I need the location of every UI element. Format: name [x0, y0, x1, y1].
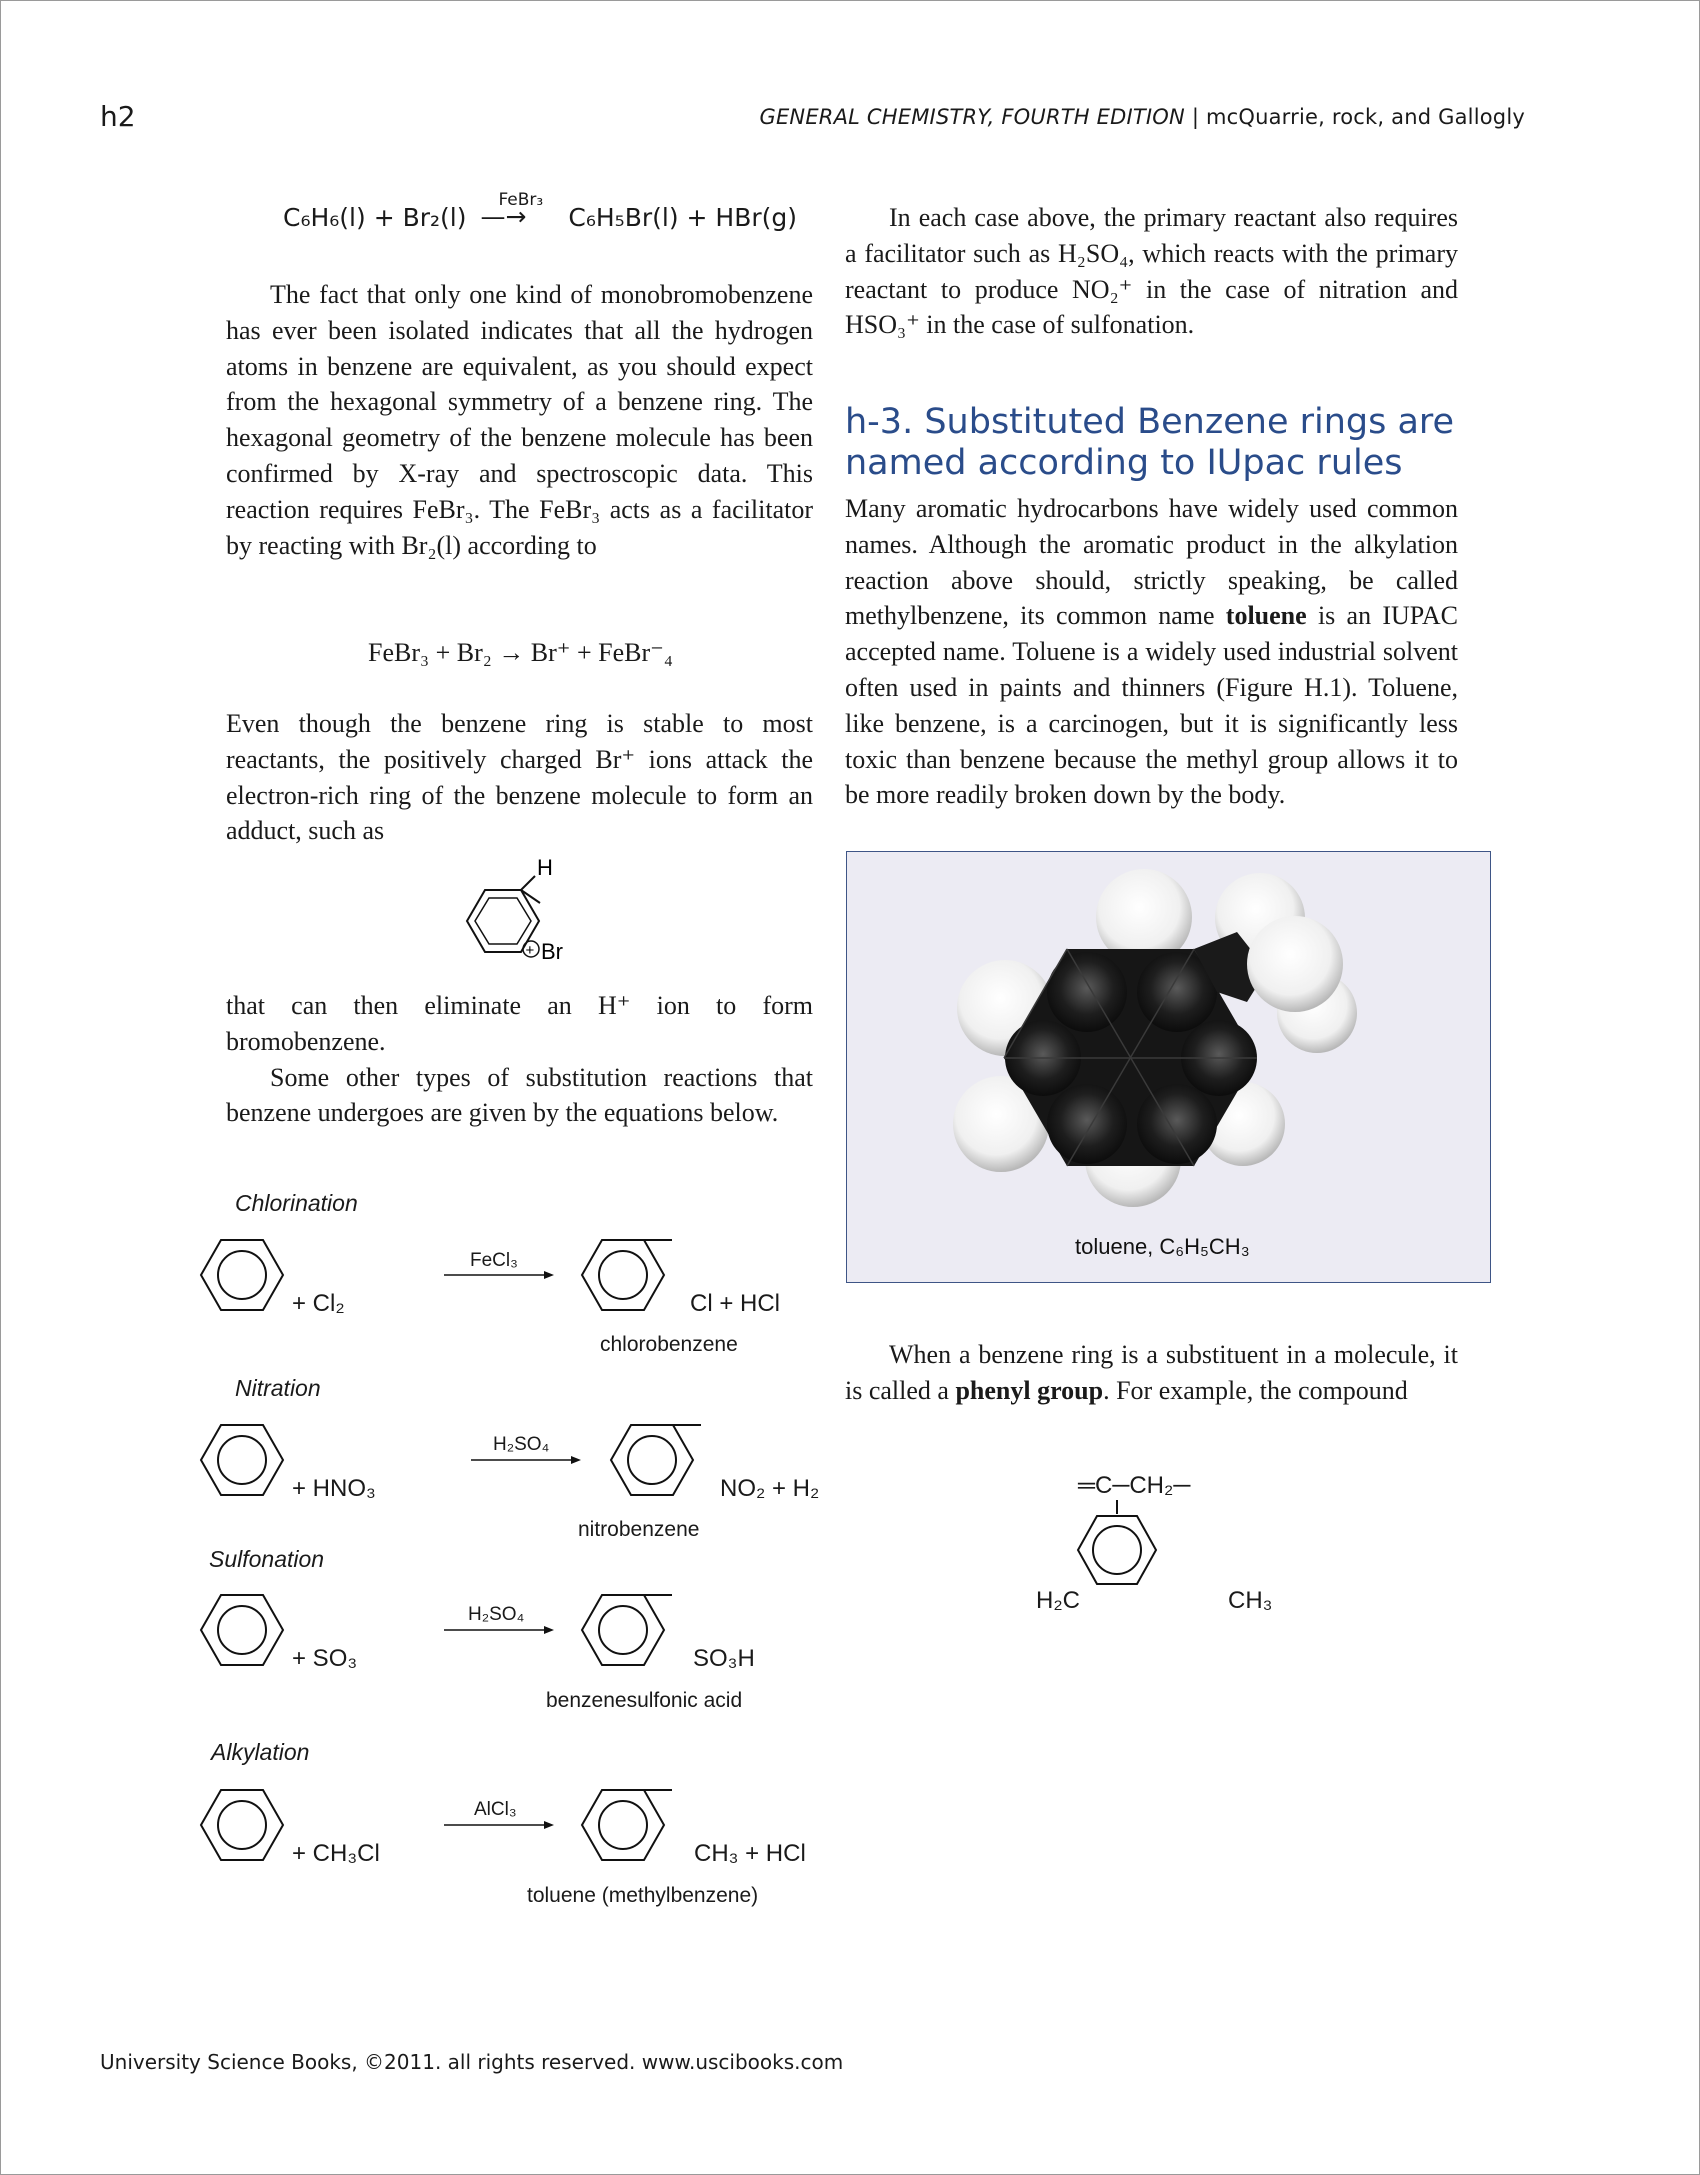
catalyst-label: FeCl₃ — [470, 1250, 518, 1271]
product-name: toluene (methylbenzene) — [527, 1884, 759, 1907]
figure-caption: toluene, C₆H₅CH₃ — [1075, 1234, 1250, 1259]
compound-left-label: H₂C — [1036, 1587, 1080, 1614]
product-group: Cl + HCl — [690, 1290, 781, 1317]
reaction-label-sulfonation: Sulfonation — [209, 1546, 325, 1572]
reagent: + SO₃ — [292, 1645, 358, 1672]
carbon-atom — [1137, 1084, 1217, 1164]
paragraph-text: Some other types of substitution reactions that benzene undergoes are given by the equations below. — [226, 1062, 813, 1128]
product-name: benzenesulfonic acid — [546, 1689, 743, 1712]
reaction-label-nitration: Nitration — [235, 1375, 321, 1401]
adduct-structure — [455, 855, 575, 970]
paragraph-facilitator — [845, 200, 1458, 343]
authors: mcQuarrie, rock, and Gallogly — [1205, 105, 1525, 129]
methyl-hydrogen — [1247, 916, 1343, 1012]
positive-charge: + — [525, 942, 535, 959]
benzene-product — [576, 1583, 696, 1673]
paragraph-toluene — [845, 491, 1458, 813]
febr3-equation: FeBr₃ + Br₂ → Br⁺ + FeBr⁻₄ — [368, 638, 673, 667]
compound-top-group: ═C─CH₂─ — [1078, 1472, 1191, 1499]
reaction-arrow — [444, 1623, 556, 1637]
paragraph-eliminate — [226, 988, 813, 1131]
reaction-label-alkylation: Alkylation — [211, 1739, 310, 1765]
toluene-space-filling-model — [847, 852, 1490, 1282]
term-phenyl-group: phenyl group — [955, 1375, 1104, 1405]
product-name: chlorobenzene — [600, 1333, 738, 1356]
reagent: + HNO₃ — [292, 1475, 376, 1502]
adduct-h-bond — [521, 876, 535, 890]
benzene-reactant — [195, 1413, 295, 1503]
phenyl-ring — [1070, 1500, 1180, 1610]
paragraph-phenyl — [845, 1337, 1458, 1409]
product-name: nitrobenzene — [578, 1518, 700, 1541]
benzene-reactant — [195, 1228, 295, 1318]
book-title: GENERAL CHEMISTRY, FOURTH EDITION — [759, 105, 1185, 129]
equation-catalyst: FeBr₃ — [498, 190, 544, 210]
toluene-figure — [846, 851, 1491, 1283]
paragraph-text: . For example, the compound — [1103, 1375, 1408, 1405]
header-separator: | — [1184, 105, 1206, 129]
catalyst-label: AlCl₃ — [474, 1799, 517, 1820]
footer-copyright: University Science Books, ©2011. all rights reserved. www.uscibooks.com — [100, 2050, 844, 2074]
catalyst-label: H₂SO₄ — [493, 1434, 550, 1455]
equation-reactants: C₆H₆(l) + Br₂(l) — [283, 203, 467, 232]
paragraph-text: Many aromatic hydrocarbons have widely used common names. Although the aromatic product in the alkylation reaction above should, strictly speaking, be called methylbenzene, its common name — [845, 494, 1458, 631]
reaction-label-chlorination: Chlorination — [235, 1190, 358, 1216]
paragraph-monobromobenzene — [226, 277, 813, 563]
bromination-equation — [283, 190, 798, 232]
paragraph-text: that can then eliminate an H⁺ ion to form bromobenzene. — [226, 991, 813, 1056]
carbon-atom — [1047, 1084, 1127, 1164]
reaction-arrow — [444, 1268, 556, 1282]
adduct-inner-ring — [475, 898, 531, 944]
reaction-arrow — [474, 190, 560, 231]
benzene-reactant — [195, 1778, 295, 1868]
product-group: CH₃ + HCl — [694, 1840, 806, 1867]
paragraph-text: Even though the benzene ring is stable to most reactants, the positively charged Br⁺ ions attack the electron-rich ring of the benzene molecule to form an adduct, such as — [226, 709, 813, 846]
reagent: + CH₃Cl — [292, 1840, 380, 1867]
reaction-arrow — [471, 1453, 583, 1467]
benzene-reactant — [195, 1583, 295, 1673]
adduct-h: H — [537, 855, 553, 880]
product-group: SO₃H — [693, 1645, 755, 1672]
benzene-product — [576, 1228, 696, 1318]
running-head — [759, 105, 1525, 129]
compound-right-label: CH₃ — [1228, 1587, 1273, 1614]
paragraph-text: When a benzene ring is a substituent in a molecule, it is called a — [845, 1340, 1458, 1405]
benzene-product — [605, 1413, 725, 1503]
section-heading: h-3. Substituted Benzene rings are named according to IUpac rules — [845, 402, 1455, 483]
paragraph-text: is an IUPAC accepted name. Toluene is a widely used industrial solvent often used in paints and thinners (Figure H.1). Toluene, like benzene, is a carcinogen, but it is significantly less toxic than benzene because the methyl group allows it to be more readily broken down by the body. — [845, 601, 1458, 810]
term-toluene: toluene — [1225, 601, 1307, 631]
adduct-br: Br — [541, 939, 563, 964]
reagent: + Cl₂ — [292, 1290, 345, 1317]
product-group: NO₂ + H₂ — [720, 1475, 820, 1502]
paragraph-text: The fact that only one kind of monobromobenzene has ever been isolated indicates that all the hydrogen atoms in benzene are equivalent, as you should expect from the hexagonal symmetry of a benzene ring. The hexagonal geometry of the benzene molecule has been confirmed by X-ray and spectroscopic data. This reaction requires FeBr₃. The FeBr₃ acts as a facilitator by reacting with Br₂(l) according to — [226, 280, 813, 560]
equation-products: C₆H₅Br(l) + HBr(g) — [568, 203, 798, 232]
paragraph-text: In each case above, the primary reactant also requires a facilitator such as H₂SO₄, which reacts with the primary reactant to produce NO₂⁺ in the case of nitration and HSO₃⁺ in the case of sulfonation. — [845, 203, 1458, 340]
paragraph-adduct — [226, 706, 813, 849]
arrow-glyph: —→ — [480, 202, 527, 231]
benzene-product — [576, 1778, 696, 1868]
reaction-arrow — [444, 1818, 556, 1832]
catalyst-label: H₂SO₄ — [468, 1604, 525, 1625]
page-number: h2 — [100, 100, 136, 133]
